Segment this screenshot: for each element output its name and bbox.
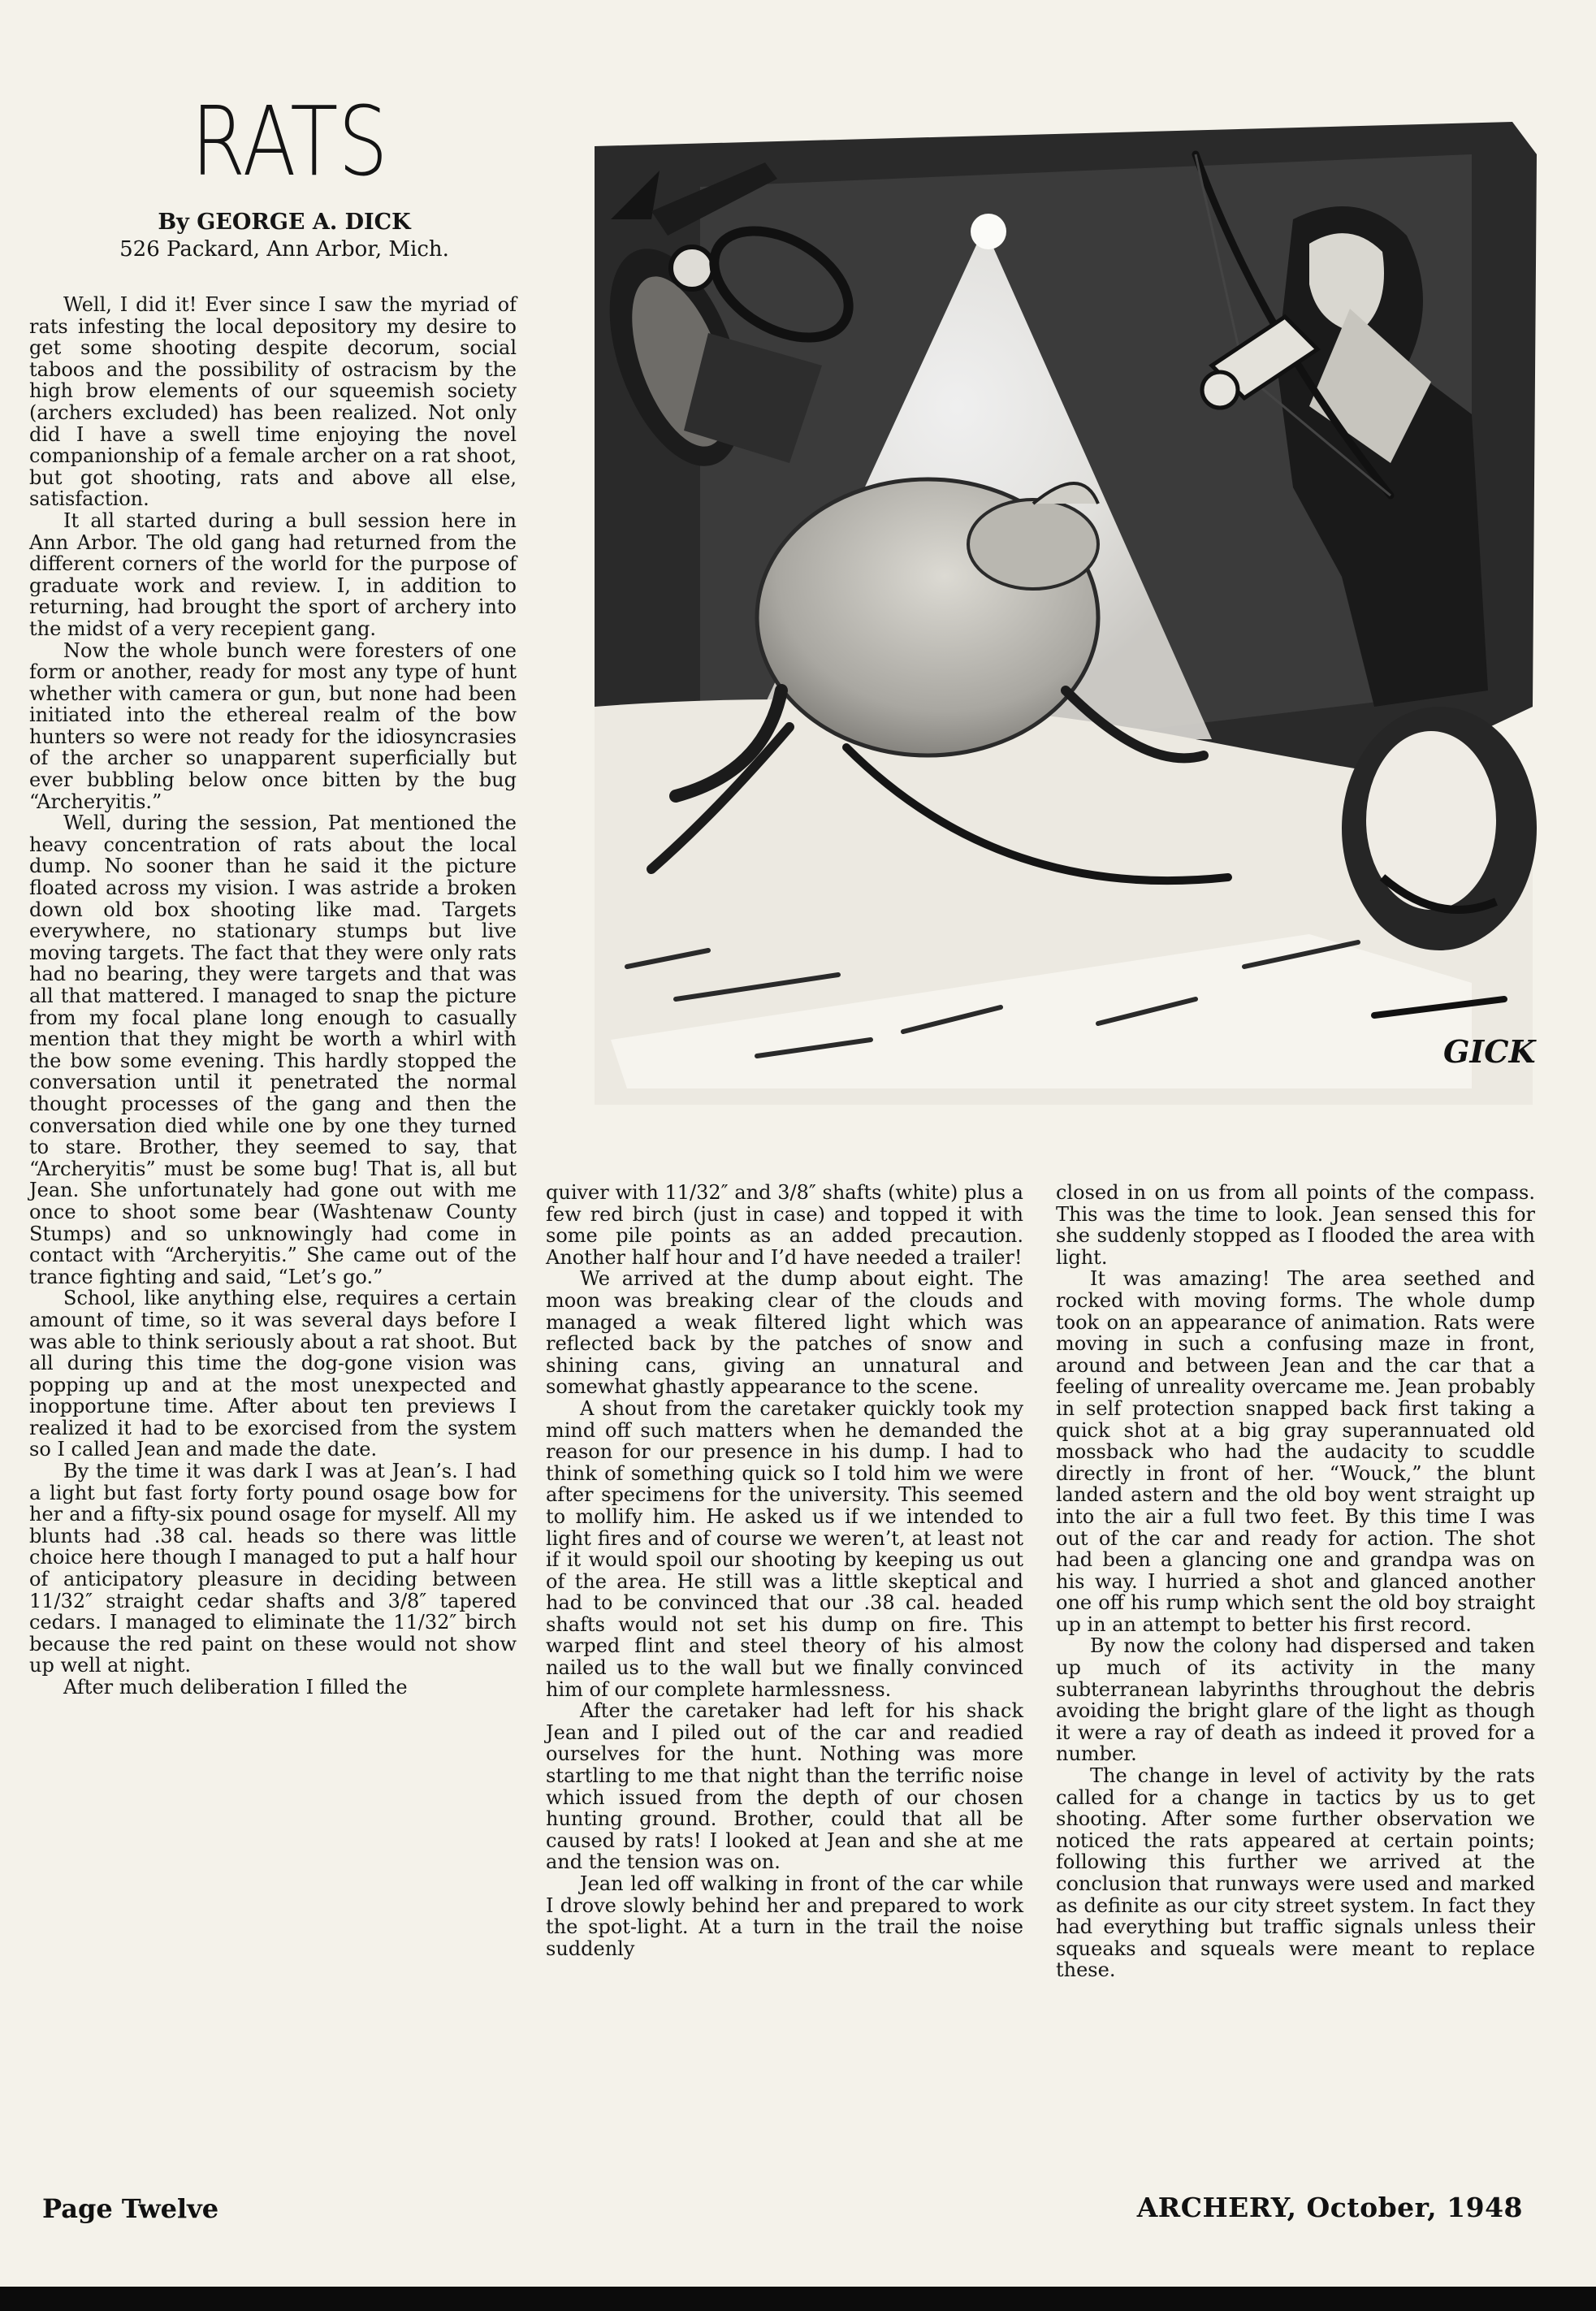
paragraph: Jean led off walking in front of the car while I drove slowly behind her and prepared to work the spot-light. At a turn in the trail the noise suddenly	[546, 1872, 1023, 1960]
paragraph: After much deliberation I filled the	[63, 1676, 408, 1699]
paragraph: It was amazing! The area seethed and rocked with moving forms. The whole dump took on an appearance of animation. Rats were moving in such a confusing maze in front, around and between Jean and the car that a feeling of unreality overcame me. Jean probably in self protection snapped back first taking a quick shot at a big gray superannuated old mossback who had the audacity to scuddle directly in front of her. “Wouck,” the blunt landed astern and the old boy went straight up into the air a full two feet. By this time I was out of the car and ready for action. The shot had been a glancing one and grandpa was on his way. I hurried a shot and glanced another one off his rump which sent the old boy straight up in an attempt to better his first record.	[1056, 1267, 1535, 1636]
paragraph: Well, I did it! Ever since I saw the myriad of rats infesting the local depository my desire to get some shooting despite decorum, social taboos and the possibility of ostracism by the high brow elements of our squeemish society (archers excluded) has been realized. Not only did I have a swell time enjoying the novel companionship of a female archer on a rat shoot, but got shooting, rats and above all else, satisfaction.	[29, 293, 517, 511]
illustrator-signature: GICK	[1443, 1033, 1536, 1070]
paragraph: A shout from the caretaker quickly took my mind off such matters when he demanded the reason for our presence in his dump. I had to think of something quick so I told him we were after specimens for the university. This seemed to mollify him. He asked us if we intended to light fires and of course we weren’t, at least not if it would spoil our shooting by keeping us out of the area. He still was a little skeptical and had to be convinced that our .38 cal. headed shafts would not set his dump on fire. This warped flint and steel theory of his almost nailed us to the wall but we finally convinced him of our complete harmlessness.	[546, 1396, 1023, 1701]
paragraph: We arrived at the dump about eight. The moon was breaking clear of the clouds and managed a weak filtered light which was reflected back by the patches of snow and shining cans, giving an unnatural and somewhat ghastly appearance to the scene.	[546, 1267, 1023, 1399]
paragraph: Well, during the session, Pat mentioned the heavy concentration of rats about the local dump. No sooner than he said it the picture floated across my vision. I was astride a broken down old box shooting like mad. Targets everywhere, no stationary stumps but live moving targets. The fact that they were only rats had no bearing, they were targets and that was all that mattered. I managed to snap the picture from my focal plane long enough to casually mention that they might be worth a whirl with the bow some evening. This hardly stopped the conversation until it penetrated the normal thought processes of the gang and then the conversation died while one by one they turned to stare. Brother, they seemed to say, that “Archeryitis” must be some bug! That is, all but Jean. She unfortunately had gone out with me once to shoot some bear (Washtenaw County Stumps) and so unknowingly had come in contact with “Archeryitis.” She came out of the trance fighting and said, “Let’s go.”	[29, 811, 517, 1288]
paragraph: After the caretaker had left for his shack Jean and I piled out of the car and readied ourselves for the hunt. Nothing was more startling to me that night than the terrific noise which issued from the depth of our chosen hunting ground. Brother, could that all be caused by rats! I looked at Jean and she at me and the tension was on.	[546, 1699, 1023, 1874]
publication-issue: ARCHERY, October, 1948	[1136, 2192, 1523, 2223]
article-column-3	[1056, 1182, 1535, 2153]
paragraph-continued: quiver with 11/32″ and 3/8″ shafts (white) plus a few red birch (just in case) and topped it with some pile points as an added precaution. Another half hour and I’d have needed a trailer!	[546, 1181, 1023, 1269]
article-title: RATS	[191, 85, 388, 197]
rat-hunt-illustration	[578, 122, 1537, 1105]
paragraph: It all started during a bull session here in Ann Arbor. The old gang had returned from the different corners of the world for the purpose of graduate work and review. I, in addition to returning, had brought the sport of archery into the midst of a very recepient gang.	[29, 509, 517, 640]
article-byline: By GEORGE A. DICK	[158, 210, 411, 235]
article-column-2	[546, 1182, 1023, 2153]
page-number: Page Twelve	[42, 2193, 219, 2224]
paragraph-continued: closed in on us from all points of the compass. This was the time to look. Jean sensed this for she suddenly stopped as I flooded the area with light.	[1056, 1181, 1535, 1269]
paragraph: Now the whole bunch were foresters of one form or another, ready for most any type of hunt whether with camera or gun, but none had been initiated into the ethereal realm of the bow hunters so were not ready for the idiosyncrasies of the archer so unapparent superficially but ever bubbling below once bitten by the bug “Archeryitis.”	[29, 638, 517, 813]
illustration-drawing	[578, 122, 1537, 1105]
author-address: 526 Packard, Ann Arbor, Mich.	[119, 237, 449, 262]
article-column-1	[29, 294, 517, 2154]
paragraph: By now the colony had dispersed and taken up much of its activity in the many subterranean labyrinths throughout the debris avoiding the bright glare of the light as though it were a ray of death as indeed it proved for a number.	[1056, 1634, 1535, 1766]
paragraph: By the time it was dark I was at Jean’s. I had a light but fast forty forty pound osage bow for her and a fifty-six pound osage for myself. All my blunts had .38 cal. heads so there was little choice here though I managed to put a half hour of anticipatory pleasure in deciding between 11/32″ straight cedar shafts and 3/8″ tapered cedars. I managed to eliminate the 11/32″ birch because the red paint on these would not show up well at night.	[29, 1460, 517, 1677]
paragraph: The change in level of activity by the rats called for a change in tactics by us to get shooting. After some further observation we noticed the rats appeared at certain points; following this further we arrived at the conclusion that runways were used and marked as definite as our city street system. In fact they had everything but traffic signals unless their squeaks and squeals were meant to replace these.	[1056, 1764, 1535, 1982]
paragraph: School, like anything else, requires a certain amount of time, so it was several days before I was able to think seriously about a rat shoot. But all during this time the dog-gone vision was popping up and at the most unexpected and inopportune time. After about ten previews I realized it had to be exorcised from the system so I called Jean and made the date.	[29, 1287, 517, 1461]
